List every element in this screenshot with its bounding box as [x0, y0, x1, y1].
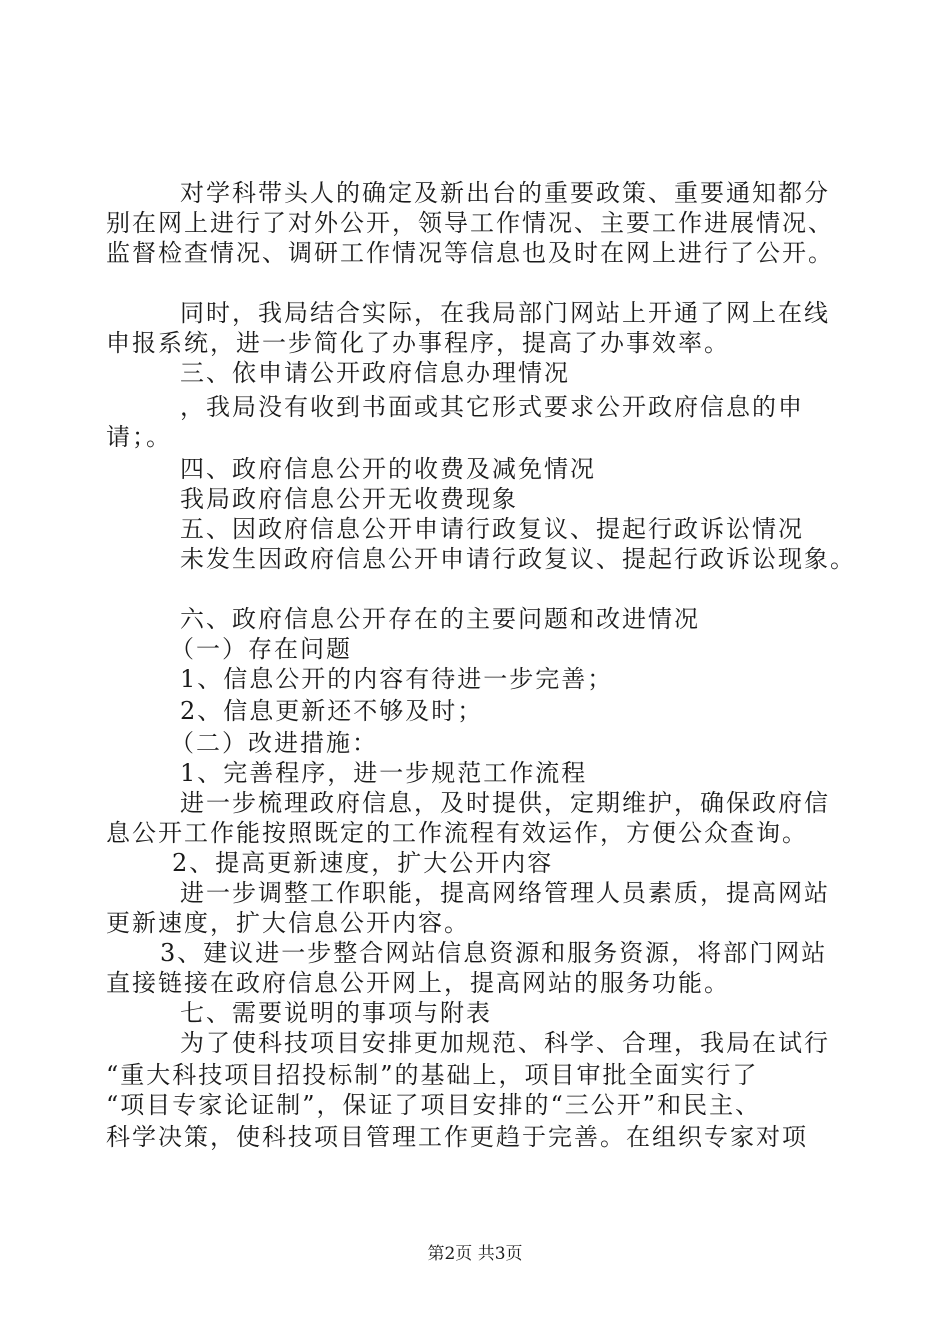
page-number-footer: 第2页 共3页 [427, 1244, 523, 1264]
section-heading: 四、政府信息公开的收费及减免情况 [180, 455, 596, 483]
paragraph-line: 进一步调整工作职能，提高网络管理人员素质，提高网站 [180, 879, 830, 907]
paragraph-line: 别在网上进行了对外公开，领导工作情况、主要工作进展情况、 [106, 209, 834, 237]
paragraph-line: 科学决策，使科技项目管理工作更趋于完善。在组织专家对项 [106, 1123, 808, 1151]
list-item: 2、信息更新还不够及时； [180, 697, 484, 725]
paragraph-line: 更新速度，扩大信息公开内容。 [106, 909, 470, 937]
list-item: 2、提高更新速度，扩大公开内容 [172, 849, 554, 877]
paragraph-line: “项目专家论证制”，保证了项目安排的“三公开”和民主、 [106, 1091, 762, 1119]
section-heading: 五、因政府信息公开申请行政复议、提起行政诉讼情况 [180, 515, 804, 543]
paragraph-line: 息公开工作能按照既定的工作流程有效运作，方便公众查询。 [106, 819, 808, 847]
paragraph-line: 未发生因政府信息公开申请行政复议、提起行政诉讼现象。 [180, 545, 856, 573]
paragraph-line: ，我局没有收到书面或其它形式要求公开政府信息的申 [180, 393, 804, 421]
list-item: 1、信息公开的内容有待进一步完善； [180, 665, 614, 693]
paragraph-line: 进一步梳理政府信息，及时提供，定期维护，确保政府信 [180, 789, 830, 817]
paragraph-line: 同时，我局结合实际，在我局部门网站上开通了网上在线 [180, 299, 830, 327]
section-heading: 六、政府信息公开存在的主要问题和改进情况 [180, 605, 700, 633]
paragraph-line: 为了使科技项目安排更加规范、科学、合理，我局在试行 [180, 1029, 830, 1057]
paragraph-line: 对学科带头人的确定及新出台的重要政策、重要通知都分 [180, 179, 830, 207]
paragraph-line: 监督检查情况、调研工作情况等信息也及时在网上进行了公开。 [106, 239, 834, 267]
section-heading: 七、需要说明的事项与附表 [180, 999, 492, 1027]
subsection-heading: （二）改进措施： [170, 729, 378, 757]
paragraph-line: 直接链接在政府信息公开网上，提高网站的服务功能。 [106, 969, 730, 997]
list-item: 3、建议进一步整合网站信息资源和服务资源，将部门网站 [160, 939, 828, 967]
paragraph-line: 我局政府信息公开无收费现象 [180, 485, 518, 513]
paragraph-line: “重大科技项目招投标制”的基础上，项目审批全面实行了 [106, 1061, 759, 1089]
list-item: 1、完善程序，进一步规范工作流程 [180, 759, 588, 787]
paragraph-line: 请；。 [106, 423, 172, 451]
paragraph-line: 申报系统，进一步简化了办事程序，提高了办事效率。 [106, 329, 730, 357]
subsection-heading: （一）存在问题 [170, 635, 352, 663]
section-heading: 三、依申请公开政府信息办理情况 [180, 359, 570, 387]
